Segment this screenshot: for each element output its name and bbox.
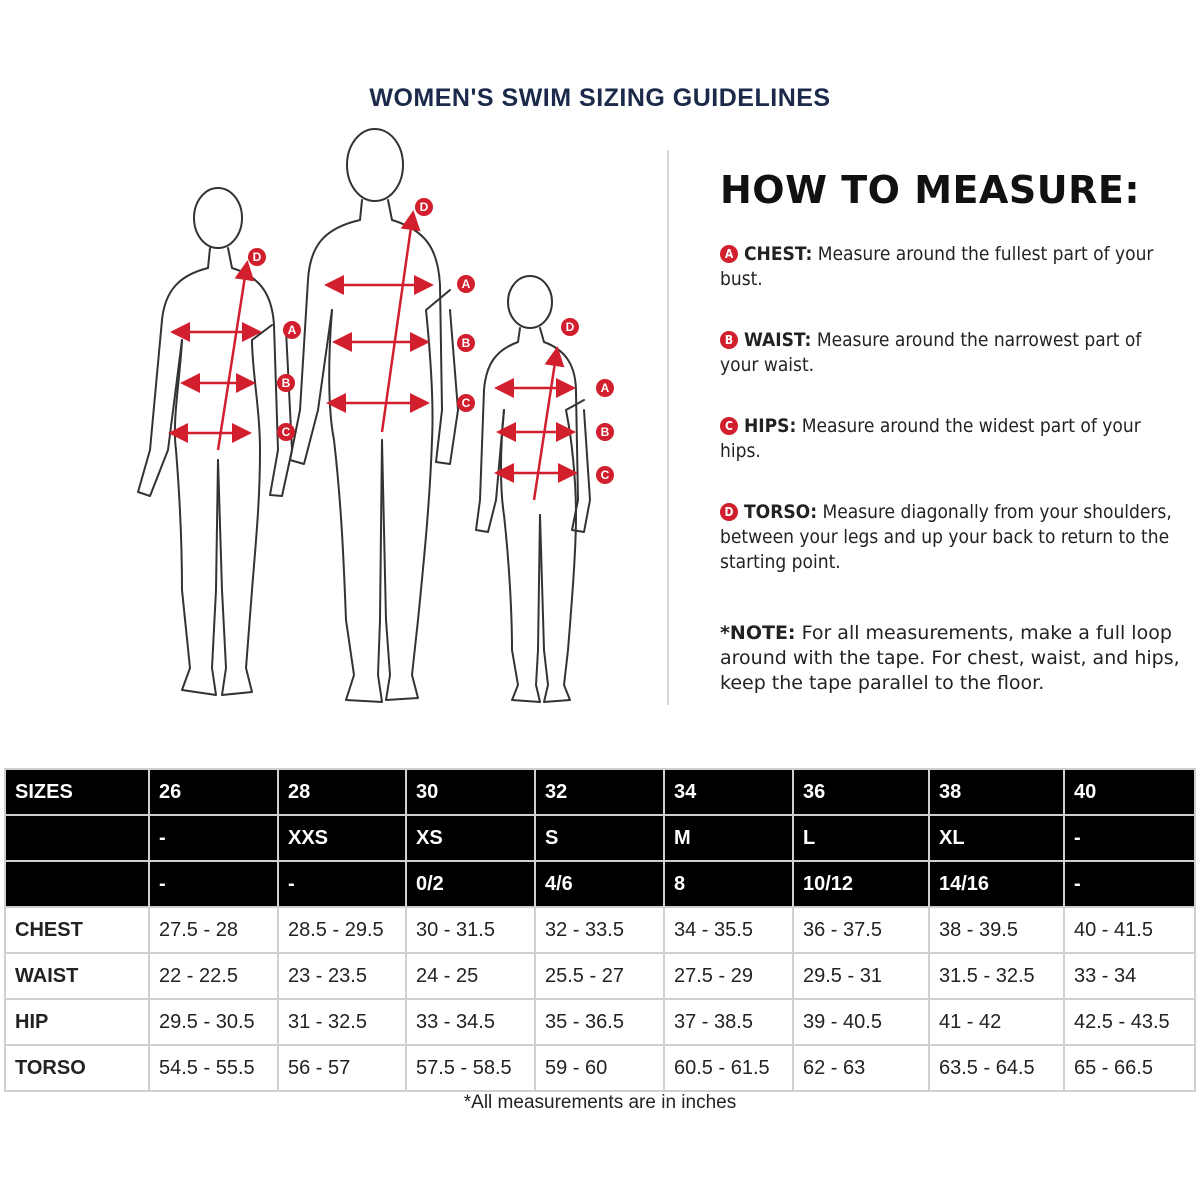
badge-b-tall [457, 334, 475, 352]
row-label-cell: WAIST [5, 953, 149, 999]
size-chart-table [4, 768, 1196, 1092]
measurement-cell: 62 - 63 [793, 1045, 929, 1091]
measurement-row [5, 1045, 1195, 1091]
header-cell: 34 [664, 769, 793, 815]
header-cell: 30 [406, 769, 535, 815]
measurement-cell: 31 - 32.5 [278, 999, 406, 1045]
header-cell: - [278, 861, 406, 907]
measurement-cell: 28.5 - 29.5 [278, 907, 406, 953]
svg-text:C: C [600, 468, 610, 482]
header-cell: 8 [664, 861, 793, 907]
header-cell: M [664, 815, 793, 861]
badge-d-icon: D [720, 503, 738, 521]
badge-b-child [596, 423, 614, 441]
row-label-cell: HIP [5, 999, 149, 1045]
measurement-cell: 23 - 23.5 [278, 953, 406, 999]
child-figure [476, 276, 590, 702]
header-cell: 26 [149, 769, 278, 815]
chest-label: CHEST: [744, 243, 813, 265]
measurement-cell: 32 - 33.5 [535, 907, 664, 953]
note-label: *NOTE: [720, 622, 796, 644]
badge-a-tall [457, 275, 475, 293]
badge-a-child [596, 379, 614, 397]
header-cell: - [149, 815, 278, 861]
row-label-cell [5, 861, 149, 907]
svg-text:D: D [252, 250, 262, 264]
measurement-cell: 37 - 38.5 [664, 999, 793, 1045]
svg-text:D: D [419, 200, 429, 214]
badge-b-woman [277, 374, 295, 392]
svg-text:A: A [287, 323, 297, 337]
torso-text: Measure diagonally from your shoulders, between your legs and up your back to return to the starting point. [720, 501, 1172, 573]
header-cell: S [535, 815, 664, 861]
header-cell: 0/2 [406, 861, 535, 907]
header-cell: 4/6 [535, 861, 664, 907]
measurement-cell: 65 - 66.5 [1064, 1045, 1195, 1091]
torso-instruction [720, 500, 1180, 575]
badge-c-tall [457, 394, 475, 412]
badge-d-woman [248, 248, 266, 266]
measurement-cell: 24 - 25 [406, 953, 535, 999]
hips-label: HIPS: [744, 415, 797, 437]
header-cell: XXS [278, 815, 406, 861]
tall-figure [287, 129, 458, 702]
measurement-cell: 42.5 - 43.5 [1064, 999, 1195, 1045]
measurement-cell: 41 - 42 [929, 999, 1064, 1045]
waist-text: Measure around the narrowest part of your waist. [720, 329, 1142, 376]
svg-text:D: D [565, 320, 575, 334]
measurement-cell: 60.5 - 61.5 [664, 1045, 793, 1091]
measurement-cell: 29.5 - 31 [793, 953, 929, 999]
measurement-cell: 38 - 39.5 [929, 907, 1064, 953]
badge-b-icon: B [720, 331, 738, 349]
measurement-cell: 57.5 - 58.5 [406, 1045, 535, 1091]
measurement-row [5, 999, 1195, 1045]
svg-text:B: B [600, 425, 610, 439]
how-to-measure-heading: HOW TO MEASURE: [720, 168, 1141, 212]
measurement-cell: 31.5 - 32.5 [929, 953, 1064, 999]
header-cell: 36 [793, 769, 929, 815]
measurement-cell: 22 - 22.5 [149, 953, 278, 999]
header-cell: L [793, 815, 929, 861]
measurement-cell: 39 - 40.5 [793, 999, 929, 1045]
measurement-cell: 40 - 41.5 [1064, 907, 1195, 953]
header-cell: 28 [278, 769, 406, 815]
header-cell: - [1064, 815, 1195, 861]
measurement-cell: 34 - 35.5 [664, 907, 793, 953]
chest-text: Measure around the fullest part of your bust. [720, 243, 1154, 290]
hips-text: Measure around the widest part of your hips. [720, 415, 1141, 462]
waist-instruction [720, 328, 1180, 378]
measurement-footnote: *All measurements are in inches [463, 1092, 737, 1113]
header-cell: 14/16 [929, 861, 1064, 907]
measurement-cell: 27.5 - 29 [664, 953, 793, 999]
header-cell: - [1064, 861, 1195, 907]
measurement-row [5, 907, 1195, 953]
section-divider [667, 150, 669, 705]
us-size-row [5, 861, 1195, 907]
measurement-cell: 29.5 - 30.5 [149, 999, 278, 1045]
badge-c-icon: C [720, 417, 738, 435]
badge-c-woman [277, 423, 295, 441]
waist-label: WAIST: [744, 329, 812, 351]
row-label-cell: TORSO [5, 1045, 149, 1091]
badge-d-child [561, 318, 579, 336]
measurement-cell: 35 - 36.5 [535, 999, 664, 1045]
measurement-row [5, 953, 1195, 999]
hips-instruction [720, 414, 1180, 464]
badge-a-icon: A [720, 245, 738, 263]
measurement-cell: 33 - 34.5 [406, 999, 535, 1045]
measurement-cell: 36 - 37.5 [793, 907, 929, 953]
measurement-note [720, 621, 1180, 696]
measurement-cell: 33 - 34 [1064, 953, 1195, 999]
measurement-cell: 27.5 - 28 [149, 907, 278, 953]
row-label-cell [5, 815, 149, 861]
svg-text:A: A [461, 277, 471, 291]
badge-d-tall [415, 198, 433, 216]
svg-text:B: B [461, 336, 471, 350]
header-cell: XL [929, 815, 1064, 861]
svg-text:A: A [600, 381, 610, 395]
page-title: WOMEN'S SWIM SIZING GUIDELINES [369, 84, 831, 112]
measurement-cell: 30 - 31.5 [406, 907, 535, 953]
measurement-cell: 56 - 57 [278, 1045, 406, 1091]
woman-figure [138, 188, 292, 695]
row-label-cell: CHEST [5, 907, 149, 953]
svg-text:B: B [281, 376, 291, 390]
note-text: For all measurements, make a full loop around with the tape. For chest, waist, and hips, keep the tape parallel to the floor. [720, 622, 1180, 694]
svg-text:C: C [461, 396, 471, 410]
header-cell: 32 [535, 769, 664, 815]
body-figures-illustration [120, 120, 640, 720]
torso-label: TORSO: [744, 501, 818, 523]
header-cell: 10/12 [793, 861, 929, 907]
sizes-row [5, 769, 1195, 815]
svg-text:C: C [281, 425, 291, 439]
how-to-measure-panel [720, 168, 1180, 696]
measurement-cell: 63.5 - 64.5 [929, 1045, 1064, 1091]
header-cell: 38 [929, 769, 1064, 815]
measurement-cell: 54.5 - 55.5 [149, 1045, 278, 1091]
measurement-cell: 59 - 60 [535, 1045, 664, 1091]
header-cell: - [149, 861, 278, 907]
chest-instruction [720, 242, 1180, 292]
measurement-cell: 25.5 - 27 [535, 953, 664, 999]
row-label-cell: SIZES [5, 769, 149, 815]
letter-size-row [5, 815, 1195, 861]
header-cell: XS [406, 815, 535, 861]
header-cell: 40 [1064, 769, 1195, 815]
badge-c-child [596, 466, 614, 484]
badge-a-woman [283, 321, 301, 339]
